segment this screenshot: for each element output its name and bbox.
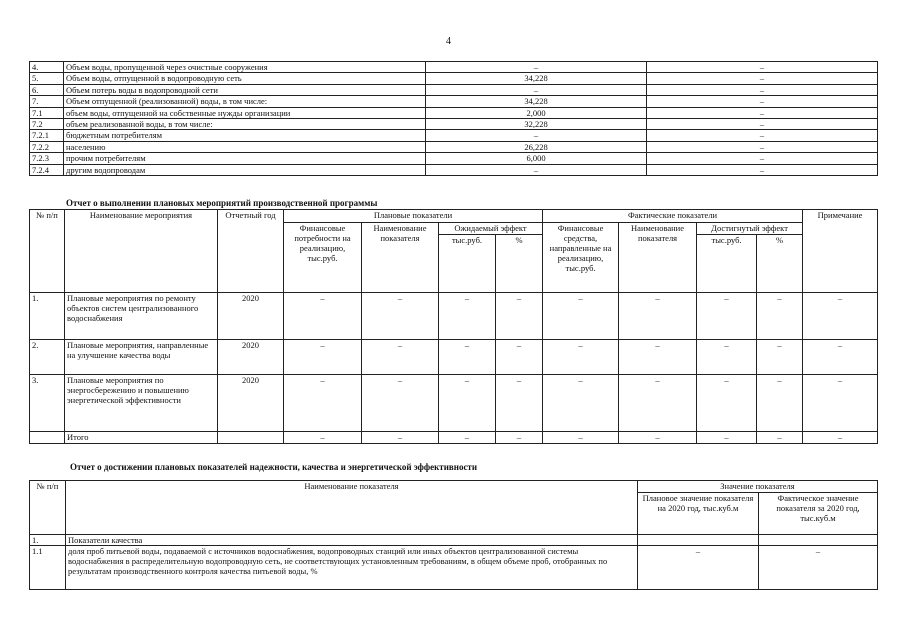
table-row-total bbox=[30, 432, 878, 444]
row-number: 6. bbox=[30, 84, 64, 95]
cell-value: – bbox=[803, 340, 878, 375]
row-number: 4. bbox=[30, 62, 64, 73]
plan-value: – bbox=[426, 130, 647, 141]
row-name: Объем отпущенной (реализованной) воды, в том числе: bbox=[64, 96, 426, 107]
table-row bbox=[30, 535, 878, 546]
cell-value: – bbox=[803, 432, 878, 444]
row-number: 3. bbox=[30, 375, 65, 432]
plan-value: 26,228 bbox=[426, 141, 647, 152]
fact-value: – bbox=[647, 107, 878, 118]
cell-value: – bbox=[543, 375, 619, 432]
table-row bbox=[30, 62, 878, 73]
row-number: 7.2.3 bbox=[30, 153, 64, 164]
table-row bbox=[30, 118, 878, 129]
cell-value: – bbox=[284, 293, 362, 340]
table-row bbox=[30, 130, 878, 141]
plan-value: – bbox=[426, 84, 647, 95]
table-row bbox=[30, 107, 878, 118]
cell-value: – bbox=[757, 293, 803, 340]
fact-value bbox=[759, 535, 878, 546]
col-header-trub: тыс.руб. bbox=[439, 235, 496, 293]
col-header-actual: Фактические показатели bbox=[543, 210, 803, 223]
cell-value: – bbox=[362, 293, 439, 340]
production-volumes-table bbox=[29, 61, 878, 176]
row-name: другим водопроводам bbox=[64, 164, 426, 175]
plan-value: – bbox=[426, 164, 647, 175]
cell-value: – bbox=[619, 293, 697, 340]
col-header-num: № п/п bbox=[30, 481, 66, 535]
cell-value: – bbox=[697, 293, 757, 340]
table-row bbox=[30, 73, 878, 84]
cell-value: – bbox=[496, 340, 543, 375]
plan-value: 32,228 bbox=[426, 118, 647, 129]
row-name: Плановые мероприятия по энергосбережению и повышению энергетической эффективности bbox=[65, 375, 218, 432]
row-name: объем воды, отпущенной на собственные нужды организации bbox=[64, 107, 426, 118]
row-year: 2020 bbox=[218, 293, 284, 340]
row-name: Плановые мероприятия, направленные на улучшение качества воды bbox=[65, 340, 218, 375]
cell-value: – bbox=[496, 432, 543, 444]
row-name: доля проб питьевой воды, подаваемой с источников водоснабжения, водопроводных станций или иных объектов централизованной системы водоснабжения в распределительную водопроводную сеть, не соответствующих установленным требованиям, в общем объеме проб, отобранных по результатам производственного контроля качества питьевой воды, % bbox=[66, 546, 638, 590]
indicators-report-table bbox=[29, 480, 878, 590]
table-row bbox=[30, 153, 878, 164]
plan-value: – bbox=[426, 62, 647, 73]
row-year: 2020 bbox=[218, 375, 284, 432]
row-name: Плановые мероприятия по ремонту объектов систем централизованного водоснабжения bbox=[65, 293, 218, 340]
cell-value: – bbox=[362, 432, 439, 444]
row-number: 1.1 bbox=[30, 546, 66, 590]
col-header-pct-actual: % bbox=[757, 235, 803, 293]
cell-value: – bbox=[439, 293, 496, 340]
cell-value: – bbox=[619, 375, 697, 432]
fact-value: – bbox=[647, 130, 878, 141]
col-header-fin-needs: Финансовые потребности на реализацию, тыс.руб. bbox=[284, 223, 362, 293]
table-row bbox=[30, 375, 878, 432]
cell-value: – bbox=[543, 432, 619, 444]
table-row bbox=[30, 293, 878, 340]
table-row bbox=[30, 84, 878, 95]
cell-value: – bbox=[439, 375, 496, 432]
plan-value: 2,000 bbox=[426, 107, 647, 118]
fact-value: – bbox=[647, 141, 878, 152]
activities-report-table bbox=[29, 209, 878, 444]
row-name: Итого bbox=[65, 432, 218, 444]
cell-value: – bbox=[284, 340, 362, 375]
col-header-year: Отчетный год bbox=[218, 210, 284, 293]
cell-value: – bbox=[803, 293, 878, 340]
plan-value: – bbox=[638, 546, 759, 590]
row-number: 2. bbox=[30, 340, 65, 375]
cell-value: – bbox=[543, 340, 619, 375]
row-name: Объем воды, отпущенной в водопроводную сеть bbox=[64, 73, 426, 84]
row-number: 7.2 bbox=[30, 118, 64, 129]
page-number: 4 bbox=[446, 36, 451, 47]
fact-value: – bbox=[759, 546, 878, 590]
cell-value: – bbox=[284, 432, 362, 444]
cell-value: – bbox=[757, 340, 803, 375]
table-row bbox=[30, 96, 878, 107]
fact-value: – bbox=[647, 96, 878, 107]
col-header-indicator-name: Наименование показателя bbox=[362, 223, 439, 293]
row-number: 5. bbox=[30, 73, 64, 84]
row-number: 7.2.4 bbox=[30, 164, 64, 175]
col-header-actual: Фактическое значение показателя за 2020 год, тыс.куб.м bbox=[759, 493, 878, 535]
cell-value: – bbox=[496, 375, 543, 432]
fact-value: – bbox=[647, 118, 878, 129]
row-year bbox=[218, 432, 284, 444]
cell-value: – bbox=[619, 432, 697, 444]
fact-value: – bbox=[647, 73, 878, 84]
col-header-num: № п/п bbox=[30, 210, 65, 293]
col-header-note: Примечание bbox=[803, 210, 878, 293]
col-header-value: Значение показателя bbox=[638, 481, 878, 493]
col-header-fin-spent: Финансовые средства, направленные на реализацию, тыс.руб. bbox=[543, 223, 619, 293]
cell-value: – bbox=[439, 432, 496, 444]
cell-value: – bbox=[803, 375, 878, 432]
col-header-achieved-effect: Достигнутый эффект bbox=[697, 223, 803, 235]
row-name: Объем потерь воды в водопроводной сети bbox=[64, 84, 426, 95]
plan-value: 34,228 bbox=[426, 73, 647, 84]
row-number: 1. bbox=[30, 293, 65, 340]
row-year: 2020 bbox=[218, 340, 284, 375]
table-row bbox=[30, 141, 878, 152]
row-name: прочим потребителям bbox=[64, 153, 426, 164]
plan-value: 6,000 bbox=[426, 153, 647, 164]
section-heading-indicators: Отчет о достижении плановых показателей надежности, качества и энергетической эффективности bbox=[70, 462, 478, 472]
cell-value: – bbox=[284, 375, 362, 432]
row-name: Показатели качества bbox=[66, 535, 638, 546]
section-heading-activities: Отчет о выполнении плановых мероприятий производственной программы bbox=[66, 198, 378, 208]
row-name: населению bbox=[64, 141, 426, 152]
table-row bbox=[30, 164, 878, 175]
row-number: 7.1 bbox=[30, 107, 64, 118]
fact-value: – bbox=[647, 153, 878, 164]
fact-value: – bbox=[647, 84, 878, 95]
col-header-name: Наименование показателя bbox=[66, 481, 638, 535]
cell-value: – bbox=[619, 340, 697, 375]
col-header-planned: Плановое значение показателя на 2020 год, тыс.куб.м bbox=[638, 493, 759, 535]
col-header-planned: Плановые показатели bbox=[284, 210, 543, 223]
cell-value: – bbox=[757, 432, 803, 444]
table-row bbox=[30, 340, 878, 375]
cell-value: – bbox=[362, 340, 439, 375]
table-row bbox=[30, 546, 878, 590]
row-number: 7.2.2 bbox=[30, 141, 64, 152]
plan-value: 34,228 bbox=[426, 96, 647, 107]
plan-value bbox=[638, 535, 759, 546]
fact-value: – bbox=[647, 62, 878, 73]
cell-value: – bbox=[496, 293, 543, 340]
row-number bbox=[30, 432, 65, 444]
row-number: 7. bbox=[30, 96, 64, 107]
col-header-pct: % bbox=[496, 235, 543, 293]
fact-value: – bbox=[647, 164, 878, 175]
cell-value: – bbox=[362, 375, 439, 432]
col-header-trub-actual: тыс.руб. bbox=[697, 235, 757, 293]
cell-value: – bbox=[757, 375, 803, 432]
cell-value: – bbox=[697, 375, 757, 432]
cell-value: – bbox=[697, 340, 757, 375]
row-name: объем реализованной воды, в том числе: bbox=[64, 118, 426, 129]
row-name: бюджетным потребителям bbox=[64, 130, 426, 141]
cell-value: – bbox=[439, 340, 496, 375]
cell-value: – bbox=[697, 432, 757, 444]
row-number: 1. bbox=[30, 535, 66, 546]
col-header-indicator-name-actual: Наименование показателя bbox=[619, 223, 697, 293]
cell-value: – bbox=[543, 293, 619, 340]
row-name: Объем воды, пропущенной через очистные сооружения bbox=[64, 62, 426, 73]
col-header-expected-effect: Ожидаемый эффект bbox=[439, 223, 543, 235]
row-number: 7.2.1 bbox=[30, 130, 64, 141]
col-header-name: Наименование мероприятия bbox=[65, 210, 218, 293]
